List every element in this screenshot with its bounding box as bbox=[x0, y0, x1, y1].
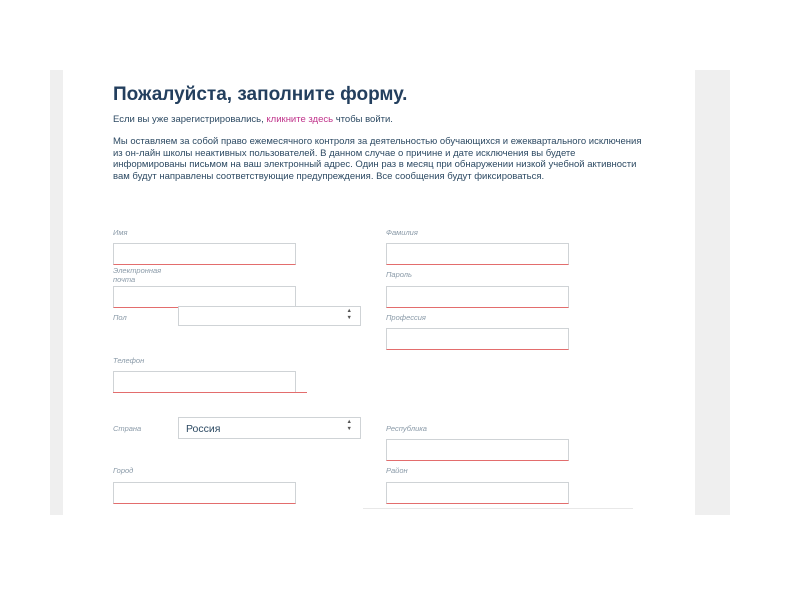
login-link[interactable]: кликните здесь bbox=[266, 114, 334, 125]
password-input[interactable] bbox=[386, 286, 569, 308]
bottom-divider bbox=[363, 508, 633, 509]
phone-label: Телефон bbox=[113, 356, 145, 365]
email-input[interactable] bbox=[113, 286, 296, 308]
last-name-label: Фамилия bbox=[386, 228, 418, 237]
password-label: Пароль bbox=[386, 270, 412, 279]
info-text: Мы оставляем за собой право ежемесячного контроля за деятельностью обучающихся и ежеквартального исключения из он-лайн школы неактивных пользователей. В данном случае о причине и дате исключения вы будете информированы письмом на ваш электронный адрес. Один раз в месяц при обнаружении низкой учебной активности вам будут направлены соответствующие предупреждения. Все сообщения будут фиксироваться. bbox=[113, 136, 642, 182]
select-arrows-icon: ▲ ▼ bbox=[346, 419, 352, 432]
district-input[interactable] bbox=[386, 482, 569, 504]
phone-input[interactable] bbox=[113, 371, 296, 393]
city-label: Город bbox=[113, 466, 134, 475]
select-arrows-icon: ▲ ▼ bbox=[346, 308, 352, 321]
country-select-value: Россия bbox=[186, 423, 221, 435]
login-prefix: Если вы уже зарегистрировались, bbox=[113, 114, 264, 125]
republic-input[interactable] bbox=[386, 439, 569, 461]
profession-label: Профессия bbox=[386, 313, 426, 322]
first-name-label: Имя bbox=[113, 228, 128, 237]
profession-input[interactable] bbox=[386, 328, 569, 350]
registration-page bbox=[63, 70, 695, 515]
republic-label: Республика bbox=[386, 424, 427, 433]
country-label: Страна bbox=[113, 424, 142, 433]
left-gutter bbox=[50, 70, 63, 515]
right-gutter bbox=[695, 70, 730, 515]
login-prompt bbox=[113, 114, 393, 125]
email-label: Электронная почта bbox=[113, 266, 162, 284]
district-label: Район bbox=[386, 466, 408, 475]
page-title: Пожалуйста, заполните форму. bbox=[113, 84, 408, 105]
gender-label: Пол bbox=[113, 313, 127, 322]
city-input[interactable] bbox=[113, 482, 296, 504]
login-suffix: чтобы войти. bbox=[335, 114, 393, 125]
first-name-input[interactable] bbox=[113, 243, 296, 265]
country-select[interactable] bbox=[178, 417, 361, 439]
last-name-input[interactable] bbox=[386, 243, 569, 265]
phone-underline bbox=[113, 392, 307, 393]
gender-select[interactable] bbox=[178, 306, 361, 326]
